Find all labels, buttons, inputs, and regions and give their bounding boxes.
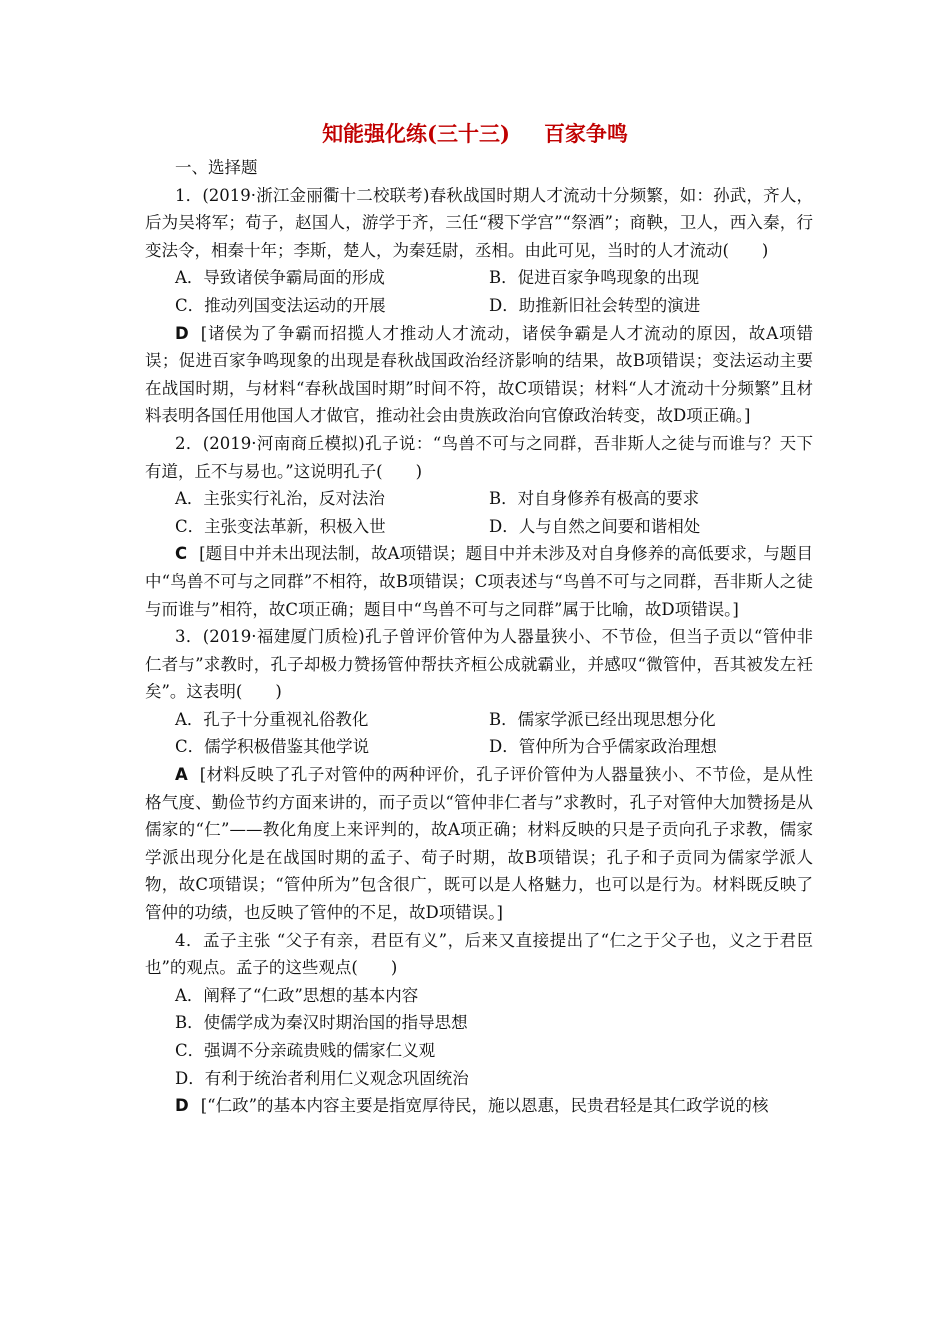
document-body bbox=[145, 154, 813, 1120]
question-2-options bbox=[145, 485, 813, 540]
option: C．强调不分亲疏贵贱的儒家仁义观 bbox=[175, 1041, 436, 1060]
option: B．促进百家争鸣现象的出现 bbox=[489, 268, 700, 288]
option: B．儒家学派已经出现思想分化 bbox=[489, 709, 716, 729]
question-1-answer bbox=[145, 320, 813, 430]
question-2-stem: 2．(2019·河南商丘模拟)孔子说：“鸟兽不可与之同群，吾非斯人之徒与而谁与？天下有道，丘不与易也。”这说明孔子( ) bbox=[145, 433, 813, 481]
option: D．助推新旧社会转型的演进 bbox=[489, 295, 701, 315]
question-4-answer bbox=[145, 1092, 813, 1120]
question-4-stem: 4．孟子主张 “父子有亲，君臣有义”，后来又直接提出了“仁之于父子也，义之于君臣也”的观点。孟子的这些观点( ) bbox=[145, 930, 813, 978]
option: C．儒学积极借鉴其他学说 bbox=[175, 737, 370, 757]
answer-letter: A bbox=[175, 765, 188, 785]
question-3-answer bbox=[145, 761, 813, 927]
answer-explanation: [材料反映了孔子对管仲的两种评价，孔子评价管仲为人器量狭小、不节俭，是从性格气度、勤俭节约方面来讲的，而子贡以“管仲非仁者与”求教时，孔子对管仲大加赞扬是从儒家的“仁”——教化角度上来评判的，故A项正确；材料反映的只是子贡向孔子求教，儒家学派出现分化是在战国时期的孟子、荀子时期，故B项错误；孔子和子贡同为儒家学派人物，故C项错误；“管仲所为”包含很广，既可以是人格魅力，也可以是行为。材料既反映了管仲的功绩，也反映了管仲的不足，故D项错误。] bbox=[145, 765, 813, 923]
option: C．推动列国变法运动的开展 bbox=[175, 295, 386, 315]
option: B．对自身修养有极高的要求 bbox=[489, 489, 700, 509]
option: A．主张实行礼治，反对法治 bbox=[175, 489, 385, 509]
question-2-answer bbox=[145, 540, 813, 623]
question-4-options bbox=[145, 982, 813, 1092]
option: D．人与自然之间要和谐相处 bbox=[489, 516, 701, 536]
question-1-stem: 1．(2019·浙江金丽衢十二校联考)春秋战国时期人才流动十分频繁，如：孙武，齐人，后为吴将军；荀子，赵国人，游学于齐，三任“稷下学宫”“祭酒”；商鞅，卫人，西入秦，行变法令，相秦十年；李斯，楚人，为秦廷尉，丞相。由此可见，当时的人才流动( ) bbox=[145, 185, 813, 260]
question-3-stem: 3．(2019·福建厦门质检)孔子曾评价管仲为人器量狭小、不节俭，但当子贡以“管仲非仁者与”求教时，孔子却极力赞扬管仲帮扶齐桓公成就霸业，并感叹“微管仲，吾其被发左衽矣”。这表明( ) bbox=[145, 627, 813, 702]
option: D．有利于统治者利用仁义观念巩固统治 bbox=[175, 1068, 469, 1088]
page-title bbox=[0, 118, 950, 150]
option: A．导致诸侯争霸局面的形成 bbox=[175, 268, 385, 288]
option: A．孔子十分重视礼俗教化 bbox=[175, 709, 369, 729]
answer-explanation: [“仁政”的基本内容主要是指宽厚待民，施以恩惠，民贵君轻是其仁政学说的核 bbox=[200, 1096, 769, 1116]
title-sub: 百家争鸣 bbox=[543, 121, 628, 146]
section-heading: 一、选择题 bbox=[175, 158, 258, 177]
answer-letter: C bbox=[175, 544, 188, 564]
option: D．管仲所为合乎儒家政治理想 bbox=[489, 737, 717, 757]
question-3-options bbox=[145, 706, 813, 761]
option: B．使儒学成为秦汉时期治国的指导思想 bbox=[175, 1013, 468, 1033]
answer-letter: D bbox=[175, 1096, 189, 1116]
answer-letter: D bbox=[175, 323, 189, 343]
title-main: 知能强化练(三十三) bbox=[322, 121, 510, 146]
answer-explanation: [题目中并未出现法制，故A项错误；题目中并未涉及对自身修养的高低要求，与题目中“鸟兽不可与之同群”不相符，故B项错误；C项表述与“鸟兽不可与之同群，吾非斯人之徒与而谁与”相符，故C项正确；题目中“鸟兽不可与之同群”属于比喻，故D项错误。] bbox=[145, 544, 813, 619]
option: A．阐释了“仁政”思想的基本内容 bbox=[175, 985, 419, 1005]
answer-explanation: [诸侯为了争霸而招揽人才推动人才流动，诸侯争霸是人才流动的原因，故A项错误；促进百家争鸣现象的出现是春秋战国政治经济影响的结果，故B项错误；变法运动主要在战国时期，与材料“春秋战国时期”时间不符，故C项错误；材料“人才流动十分频繁”且材料表明各国任用他国人才做官，推动社会由贵族政治向官僚政治转变，故D项正确。] bbox=[145, 323, 813, 426]
option: C．主张变法革新，积极入世 bbox=[175, 516, 386, 536]
question-1-options bbox=[145, 264, 813, 319]
